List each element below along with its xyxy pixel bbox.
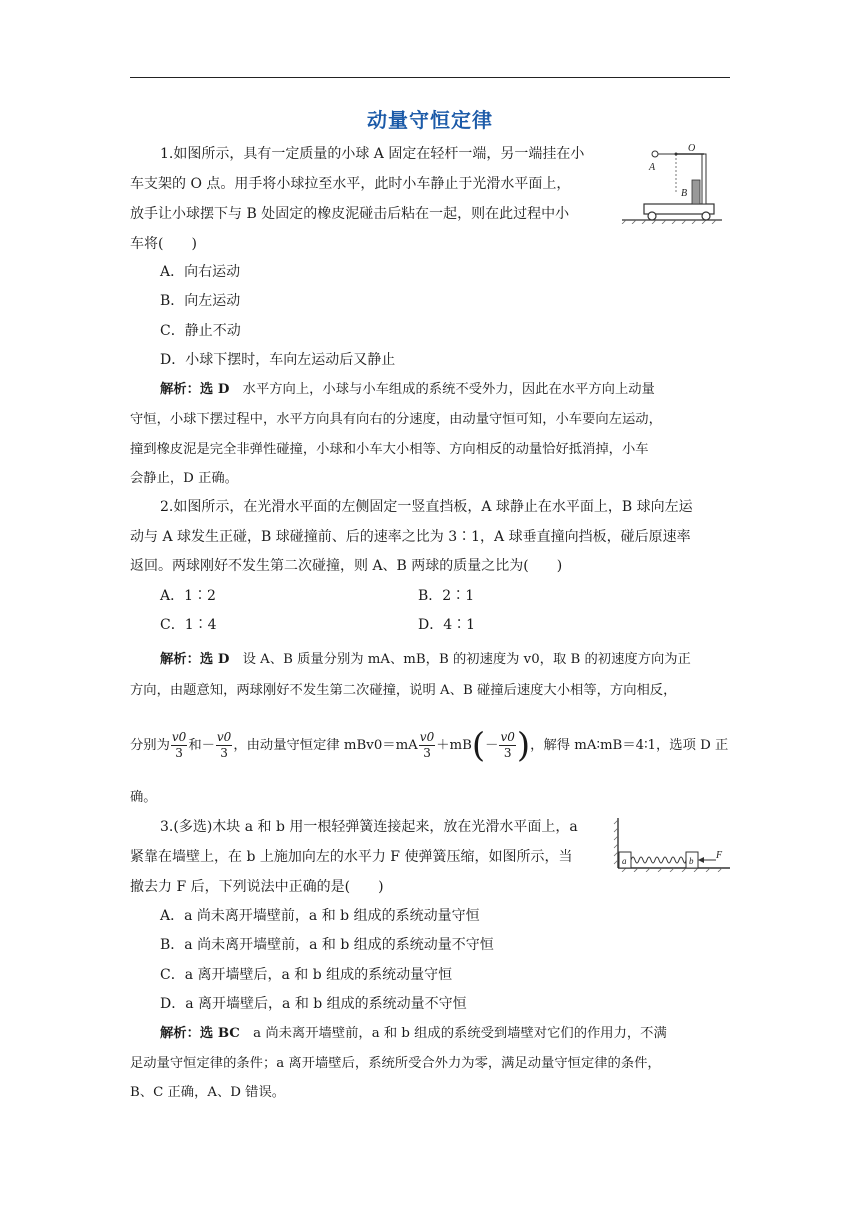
q2-line-1: 2.如图所示，在光滑水平面的左侧固定一竖直挡板，A 球静止在水平面上，B 球向左运 [160,499,693,515]
q2-analysis-text-1: 设 A、B 质量分别为 mA、mB，B 的初速度为 v0，取 B 的初速度方向为正 [229,652,691,667]
q1-cart-pendulum-figure [618,140,730,224]
fraction-v0-over-3-b: $\frac{v0}{3}$ [216,730,232,760]
q1-analysis-line-3: 撞到橡皮泥是完全非弹性碰撞，小球和小车大小相等、方向相反的动量恰好抵消掉，小车 [130,442,649,457]
q2-line-2: 动与 A 球发生正碰，B 球碰撞前、后的速率之比为 3∶1，A 球垂直撞向挡板，碰后原速率 [130,529,691,545]
q3-analysis-line-3: B、C 正确，A、D 错误。 [130,1085,286,1100]
q1-option-a: A．向右运动 [160,264,241,280]
q1-line-2: 车支架的 O 点。用手将小球拉至水平，此时小车静止于光滑水平面上， [130,176,571,192]
q3-option-d: D．a 离开墙壁后，a 和 b 组成的系统动量不守恒 [160,996,467,1012]
q2-option-a: A．1∶2 [160,588,216,604]
q1-analysis-line-1 [160,375,655,405]
q1-analysis-line-4: 会静止，D 正确。 [130,471,238,486]
q3-analysis-line-2: 足动量守恒定律的条件；a 离开墙壁后，系统所受合外力为零，满足动量守恒定律的条件， [130,1056,661,1071]
q1-option-b: B．向左运动 [160,293,241,309]
q1-line-3: 放手让小球摆下与 B 处固定的橡皮泥碰击后粘在一起，则在此过程中小 [130,206,570,222]
q2-ana3-c: ，由动量守恒定律 mBv0＝mA [233,738,418,753]
q2-option-b: B．2∶1 [418,588,475,604]
q3-option-a: A．a 尚未离开墙壁前，a 和 b 组成的系统动量守恒 [160,908,480,924]
q2-ana3-a: 分别为 [130,738,170,753]
q3-option-b: B．a 尚未离开墙壁前，a 和 b 组成的系统动量不守恒 [160,937,494,953]
q1-option-c: C．静止不动 [160,323,241,339]
page-title: 动量守恒定律 [367,108,493,132]
minus-sign: － [485,738,499,753]
q3-fig-label-b: b [689,856,694,866]
q1-line-4: 车将( ) [130,236,197,252]
q2-analysis-line-1 [160,645,691,675]
q2-option-c: C．1∶4 [160,617,217,633]
q3-analysis-line-1 [160,1019,667,1049]
q2-ana3-d: ＋mB [436,738,472,753]
q3-line-3: 撤去力 F 后，下列说法中正确的是( ) [130,879,384,895]
q1-fig-label-A: A [649,162,656,173]
q3-analysis-label: 解析：选 BC [160,1026,240,1041]
fraction-v0-over-3-d: $\frac{v0}{3}$ [500,730,515,760]
fraction-v0-over-3-c: $\frac{v0}{3}$ [419,730,435,760]
q3-spring-blocks-figure [612,814,734,872]
q2-analysis-label: 解析：选 D [160,652,230,667]
q2-option-d: D．4∶1 [418,617,476,633]
right-paren: ) [516,725,531,766]
q2-line-3: 返回。两球刚好不发生第二次碰撞，则 A、B 两球的质量之比为( ) [130,558,563,574]
q3-option-c: C．a 离开墙壁后，a 和 b 组成的系统动量守恒 [160,967,453,983]
q1-analysis-text-1: 水平方向上，小球与小车组成的系统不受外力，因此在水平方向上动量 [229,382,655,397]
q2-analysis-line-3 [130,726,728,766]
q2-ana3-b: 和－ [188,738,215,753]
header-rule [130,77,730,78]
q3-fig-label-F: F [716,850,723,861]
q3-fig-label-a: a [622,856,627,866]
q1-analysis-label: 解析：选 D [160,382,230,397]
q1-analysis-line-2: 守恒，小球下摆过程中，水平方向具有向右的分速度，由动量守恒可知，小车要向左运动， [130,412,662,427]
left-paren: ( [471,725,486,766]
q3-analysis-text-1: a 尚未离开墙壁前，a 和 b 组成的系统受到墙壁对它们的作用力，不满 [239,1026,667,1041]
q1-line-1: 1.如图所示，具有一定质量的小球 A 固定在轻杆一端，另一端挂在小 [160,146,585,162]
q2-ana3-e: ，解得 mA∶mB＝4∶1，选项 D 正 [530,738,729,753]
q1-fig-label-O: O [688,143,696,154]
q2-analysis-line-2: 方向，由题意知，两球刚好不发生第二次碰撞，说明 A、B 碰撞后速度大小相等，方向相反， [130,683,677,698]
q1-fig-label-B: B [681,188,688,199]
q1-option-d: D．小球下摆时，车向左运动后又静止 [160,352,396,368]
fraction-v0-over-3-a: $\frac{v0}{3}$ [171,730,187,760]
q2-analysis-line-4: 确。 [130,790,157,805]
q3-line-1: 3.(多选)木块 a 和 b 用一根轻弹簧连接起来，放在光滑水平面上，a [160,819,578,835]
q3-line-2: 紧靠在墙壁上，在 b 上施加向左的水平力 F 使弹簧压缩，如图所示，当 [130,849,573,865]
